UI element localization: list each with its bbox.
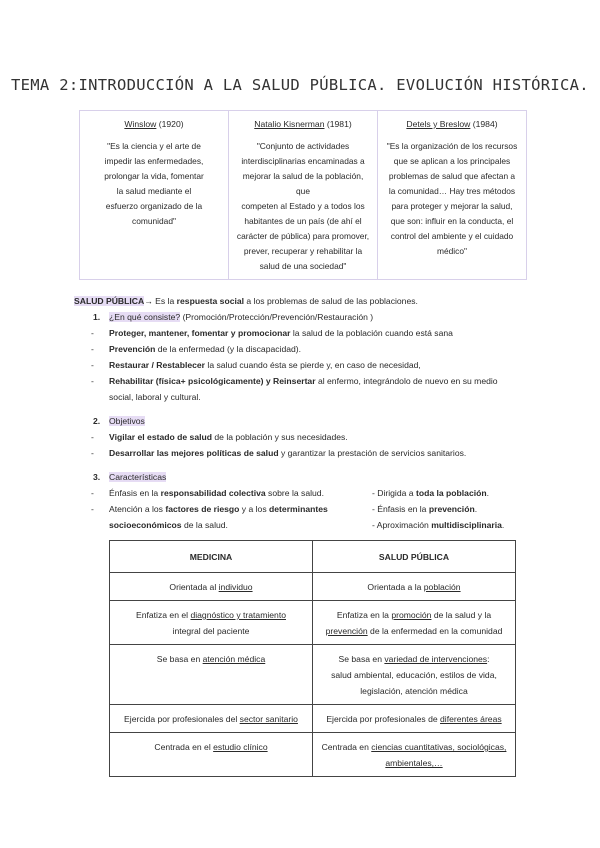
table-row xyxy=(110,573,516,601)
table-cell: Se basa en variedad de intervenciones: salud ambiental, educación, estilos de vida, legislación, atención médica xyxy=(313,645,516,705)
quote-line: interdisciplinarias encaminadas a xyxy=(241,156,365,166)
author-year: (1984) xyxy=(472,119,498,129)
quote-line: la comunidad… Hay tres métodos xyxy=(388,186,516,196)
author-name: Natalio Kisnerman xyxy=(254,119,325,129)
quote-line: habitantes de un país (de ahí el xyxy=(244,216,362,226)
column-header-medicina: MEDICINA xyxy=(110,541,313,573)
quote-winslow xyxy=(80,111,229,279)
page-title: TEMA 2:INTRODUCCIÓN A LA SALUD PÚBLICA. EVOLUCIÓN HISTÓRICA. xyxy=(11,76,589,94)
table-cell: Ejercida por profesionales del sector sanitario xyxy=(110,705,313,733)
section-1-heading xyxy=(74,309,534,325)
section-title: ¿En qué consiste? xyxy=(109,312,181,322)
section-number: 2. xyxy=(93,416,101,426)
list-item-continuation: social, laboral y cultural. xyxy=(109,392,201,402)
table-cell: Ejercida por profesionales de diferentes áreas xyxy=(313,705,516,733)
quote-line: mejorar la salud de la población, que xyxy=(242,171,364,196)
list-item: - Rehabilitar (física+ psicológicamente) y Reinsertar al enfermo, integrándolo de nuevo en su medio xyxy=(74,373,534,389)
table-cell: Enfatiza en el diagnóstico y tratamiento integral del paciente xyxy=(110,601,313,645)
quote-detels-breslow xyxy=(378,111,526,279)
table-row xyxy=(110,733,516,777)
characteristics-left: - Énfasis en la responsabilidad colectiva sobre la salud. - Atención a los factores de riesgo y a los determinantes socioeconómicos de la salud. xyxy=(74,485,364,533)
list-item: - Prevención de la enfermedad (y la discapacidad). xyxy=(74,341,534,357)
table-row xyxy=(110,705,516,733)
section-2-heading xyxy=(74,413,534,429)
section-title: Características xyxy=(109,472,167,482)
quote-line: control del ambiente y el cuidado xyxy=(390,231,514,241)
table-cell: Centrada en ciencias cuantitativas, sociológicas, ambientales,… xyxy=(313,733,516,777)
characteristics-right: - Dirigida a toda la población. - Énfasis en la prevención. - Aproximación multidisciplinaria. xyxy=(372,488,505,530)
table-row xyxy=(110,601,516,645)
author-year: (1920) xyxy=(158,119,184,129)
list-item: - Proteger, mantener, fomentar y promocionar la salud de la población cuando está sana xyxy=(74,325,534,341)
main-content xyxy=(74,293,534,533)
quote-line: esfuerzo organizado de la xyxy=(105,201,203,211)
author-year: (1981) xyxy=(326,119,352,129)
definitions-box xyxy=(79,110,527,280)
characteristics-columns xyxy=(74,485,534,533)
quote-line: impedir las enfermedades, xyxy=(104,156,204,166)
quote-line: comunidad" xyxy=(132,216,176,226)
quote-line: carácter de pública) para promover, xyxy=(236,231,370,241)
section-3-heading xyxy=(74,469,534,485)
quote-line: médico" xyxy=(437,246,467,256)
quote-line: que se aplican a los principales xyxy=(393,156,511,166)
definition-arrow: → Es la xyxy=(144,296,177,306)
table-cell: Orientada al individuo xyxy=(110,573,313,601)
quote-line: problemas de salud que afectan a xyxy=(388,171,516,181)
comparison-table xyxy=(109,540,516,777)
author-name: Detels y Breslow xyxy=(406,119,471,129)
list-item: - Vigilar el estado de salud de la población y sus necesidades. xyxy=(74,429,534,445)
table-row xyxy=(110,645,516,705)
table-cell: Orientada a la población xyxy=(313,573,516,601)
definition-bold: respuesta social xyxy=(176,296,245,306)
definition-term: SALUD PÚBLICA xyxy=(74,296,145,306)
quote-line: "Es la organización de los recursos xyxy=(386,141,518,151)
section-number: 3. xyxy=(93,472,101,482)
definition-rest: a los problemas de salud de las poblaciones. xyxy=(244,296,418,306)
list-item: - Restaurar / Restablecer la salud cuando ésta se pierde y, en caso de necesidad, xyxy=(74,357,534,373)
definition-line xyxy=(74,293,534,309)
quote-line: que son: influir en la conducta, el xyxy=(390,216,514,226)
list-item: - Desarrollar las mejores políticas de salud y garantizar la prestación de servicios sanitarios. xyxy=(74,445,534,461)
table-cell: Se basa en atención médica xyxy=(110,645,313,705)
quote-line: competen al Estado y a todos los xyxy=(241,201,365,211)
table-cell: Enfatiza en la promoción de la salud y la prevención de la enfermedad en la comunidad xyxy=(313,601,516,645)
section-number: 1. xyxy=(93,312,101,322)
section-title: Objetivos xyxy=(109,416,145,426)
quote-line: la salud mediante el xyxy=(116,186,192,196)
quote-line: prolongar la vida, fomentar xyxy=(104,171,204,181)
quote-kisnerman xyxy=(229,111,378,279)
section-subtitle: (Promoción/Protección/Prevención/Restauración ) xyxy=(180,312,374,322)
quote-line: "Es la ciencia y el arte de xyxy=(107,141,201,151)
quote-line: prever, recuperar y rehabilitar la xyxy=(243,246,363,256)
quote-line: "Conjunto de actividades xyxy=(256,141,350,151)
quote-line: para proteger y mejorar la salud, xyxy=(391,201,513,211)
quote-line: salud de una sociedad" xyxy=(259,261,347,271)
author-name: Winslow xyxy=(124,119,157,129)
table-header-row xyxy=(110,541,516,573)
column-header-salud-publica: SALUD PÚBLICA xyxy=(313,541,516,573)
table-cell: Centrada en el estudio clínico xyxy=(110,733,313,777)
